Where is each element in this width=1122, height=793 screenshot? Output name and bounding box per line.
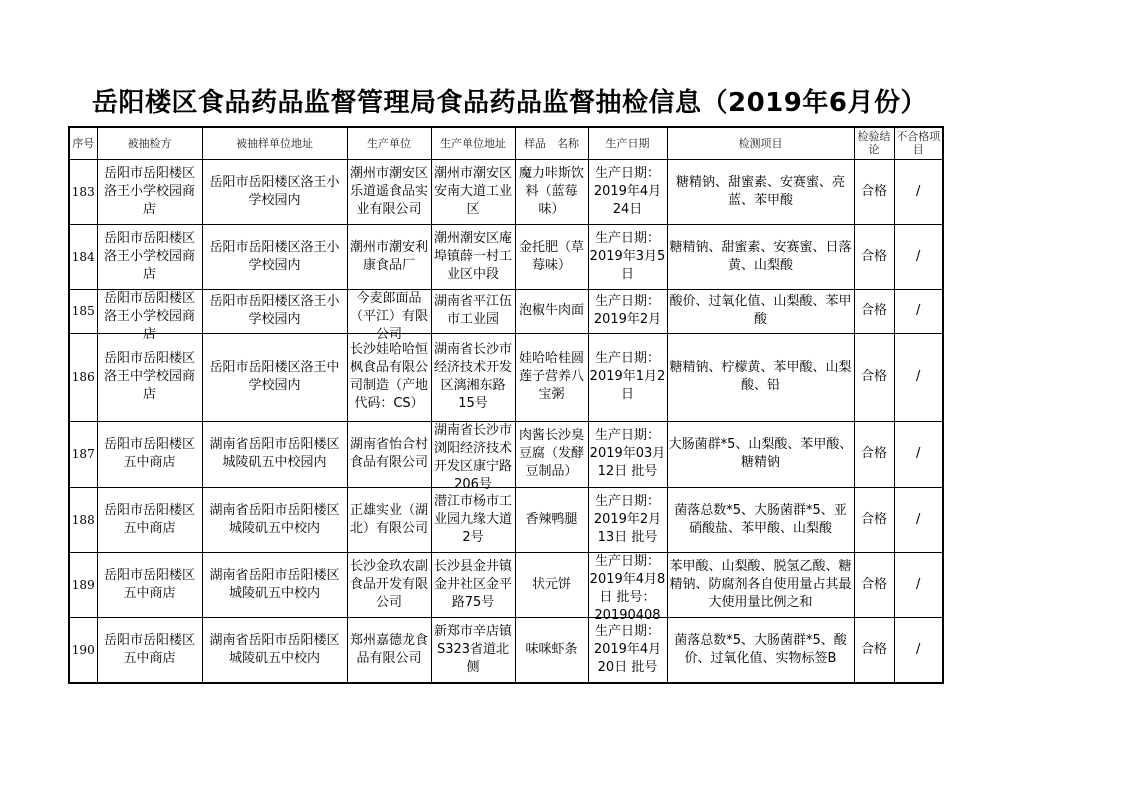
sample-name-text: 香辣鸭腿 xyxy=(525,511,578,527)
test-result xyxy=(854,159,894,224)
failed-items xyxy=(894,289,943,333)
inspected-party-text: 岳阳市岳阳楼区洛王中学校园商店 xyxy=(103,351,195,402)
inspected-party xyxy=(97,224,202,289)
header-no: 序号 xyxy=(69,127,97,159)
sample-name-text: 金托肥（草莓味） xyxy=(518,239,584,273)
failed-items xyxy=(894,421,943,487)
inspected-address-text: 岳阳市岳阳楼区洛王小学校园内 xyxy=(209,239,340,273)
failed-items xyxy=(894,333,943,421)
test-result-text: 合格 xyxy=(860,576,887,592)
sample-name-text: 肉酱长沙臭豆腐（发酵豆制品） xyxy=(518,428,584,479)
header-inspected: 被抽检方 xyxy=(97,127,202,159)
header-failed: 不合格项目 xyxy=(894,127,943,159)
table-row xyxy=(69,552,943,617)
inspected-address-text: 岳阳市岳阳楼区洛王中学校园内 xyxy=(209,360,340,393)
table-row xyxy=(69,159,943,224)
producer xyxy=(347,224,431,289)
test-result xyxy=(854,289,894,333)
production-date-text: 生产日期：2019年2月 xyxy=(593,294,662,327)
producer-address-text: 湖南省平江伍市工业园 xyxy=(433,294,512,327)
production-date-text: 生产日期：2019年03月12日 批号 xyxy=(589,428,666,479)
sample-name xyxy=(515,617,588,683)
inspected-party xyxy=(97,289,202,342)
inspected-address-text: 湖南省岳阳市岳阳楼区城陵矶五中校内 xyxy=(209,632,340,666)
production-date xyxy=(588,421,667,487)
test-result xyxy=(854,487,894,552)
producer-address-text: 新郑市辛店镇S323省道北侧 xyxy=(433,623,512,675)
producer xyxy=(347,333,431,421)
test-result xyxy=(854,617,894,683)
failed-items xyxy=(894,159,943,224)
producer-text: 潮州市潮安利康食品厂 xyxy=(349,239,428,273)
test-items-text: 糖精钠、柠檬黄、苯甲酸、山梨酸、铅 xyxy=(669,360,852,393)
producer xyxy=(347,487,431,552)
row-number-text: 186 xyxy=(71,370,95,384)
test-result-text: 合格 xyxy=(860,369,887,384)
table-header-row xyxy=(69,127,943,159)
producer-address xyxy=(431,552,515,617)
test-items xyxy=(667,224,854,289)
production-date xyxy=(588,159,667,224)
test-result xyxy=(854,421,894,487)
producer-address xyxy=(431,421,515,492)
header-date: 生产日期 xyxy=(588,127,667,159)
production-date-text: 生产日期：2019年4月20日 批号 xyxy=(593,623,662,675)
production-date-text: 生产日期：2019年4月8日 批号：20190408 xyxy=(589,554,666,623)
sample-name-text: 状元饼 xyxy=(531,576,571,592)
production-date-text: 生产日期：2019年3月5日 xyxy=(589,230,666,282)
sample-name xyxy=(515,421,588,487)
failed-items-text: / xyxy=(916,303,921,318)
sample-name-text: 味咪虾条 xyxy=(525,641,578,657)
sample-name xyxy=(515,224,588,289)
failed-items-text: / xyxy=(916,248,921,264)
row-number xyxy=(69,224,97,289)
producer-address xyxy=(431,289,515,333)
row-number-text: 188 xyxy=(71,512,95,527)
test-items-text: 菌落总数*5、大肠菌群*5、亚硝酸盐、苯甲酸、山梨酸 xyxy=(674,502,847,536)
test-result xyxy=(854,224,894,289)
inspected-party-text: 岳阳市岳阳楼区五中商店 xyxy=(103,502,195,536)
test-items-text: 大肠菌群*5、山梨酸、苯甲酸、糖精钠 xyxy=(668,437,853,470)
table-row xyxy=(69,421,943,487)
inspected-party xyxy=(97,421,202,487)
test-items-text: 糖精钠、甜蜜素、安赛蜜、日落黄、山梨酸 xyxy=(669,239,852,273)
inspected-address xyxy=(202,289,347,333)
producer-address xyxy=(431,159,515,224)
sample-name xyxy=(515,487,588,552)
page-title: 岳阳楼区食品药品监督管理局食品药品监督抽检信息（2019年6月份） xyxy=(92,88,927,118)
inspected-address-text: 湖南省岳阳市岳阳楼区城陵矶五中校园内 xyxy=(209,437,340,470)
production-date-text: 生产日期：2019年4月24日 xyxy=(593,165,662,217)
sample-name-text: 娃哈哈桂圆莲子营养八宝粥 xyxy=(518,351,584,402)
table-row xyxy=(69,487,943,552)
producer xyxy=(347,421,431,487)
failed-items xyxy=(894,224,943,289)
failed-items-text: / xyxy=(916,576,921,592)
producer-address-text: 潮州潮安区庵埠镇薛一村工业区中段 xyxy=(433,230,512,282)
sample-name-text: 泡椒牛肉面 xyxy=(518,303,584,318)
header-result: 检验结论 xyxy=(854,127,894,159)
inspected-address-text: 岳阳市岳阳楼区洛王小学校园内 xyxy=(209,174,340,208)
test-items xyxy=(667,487,854,552)
producer-text: 正雄实业（湖北）有限公司 xyxy=(349,502,428,536)
production-date xyxy=(588,333,667,421)
inspected-address xyxy=(202,487,347,552)
sample-name xyxy=(515,333,588,421)
failed-items xyxy=(894,552,943,617)
inspected-party xyxy=(97,552,202,617)
inspected-address xyxy=(202,159,347,224)
sample-name xyxy=(515,552,588,617)
header-items: 检测项目 xyxy=(667,127,854,159)
row-number xyxy=(69,487,97,552)
test-items xyxy=(667,617,854,683)
header-producer-address: 生产单位地址 xyxy=(431,127,515,159)
inspected-address xyxy=(202,617,347,683)
inspected-address xyxy=(202,333,347,421)
test-items xyxy=(667,421,854,487)
sample-name xyxy=(515,289,588,333)
row-number-text: 184 xyxy=(71,249,95,264)
test-result xyxy=(854,333,894,421)
test-items xyxy=(667,289,854,333)
production-date xyxy=(588,487,667,552)
producer-text: 潮州市潮安区乐道遥食品实业有限公司 xyxy=(349,165,428,217)
inspected-party xyxy=(97,333,202,421)
inspected-party-text: 岳阳市岳阳楼区五中商店 xyxy=(103,437,195,470)
row-number-text: 189 xyxy=(71,577,95,592)
inspected-party xyxy=(97,617,202,683)
header-sample: 样品 名称 xyxy=(515,127,588,159)
producer xyxy=(347,159,431,224)
test-result-text: 合格 xyxy=(860,183,887,199)
test-items-text: 苯甲酸、山梨酸、脱氢乙酸、糖精钠、防腐剂各自使用量占其最大使用量比例之和 xyxy=(669,558,852,610)
inspected-party xyxy=(97,159,202,224)
row-number xyxy=(69,333,97,421)
producer-address-text: 潮州市潮安区安南大道工业区 xyxy=(433,165,512,217)
table-row xyxy=(69,333,943,421)
producer-address xyxy=(431,487,515,552)
producer-text: 郑州嘉德龙食品有限公司 xyxy=(349,632,428,666)
inspected-party xyxy=(97,487,202,552)
production-date xyxy=(588,289,667,333)
test-result-text: 合格 xyxy=(860,248,887,264)
test-result-text: 合格 xyxy=(860,446,887,461)
inspected-address-text: 岳阳市岳阳楼区洛王小学校园内 xyxy=(209,294,340,327)
test-items-text: 菌落总数*5、大肠菌群*5、酸价、过氧化值、实物标签B xyxy=(674,632,847,666)
sample-name xyxy=(515,159,588,224)
row-number xyxy=(69,421,97,487)
failed-items-text: / xyxy=(916,641,921,657)
production-date-text: 生产日期：2019年1月2日 xyxy=(589,351,666,402)
test-result-text: 合格 xyxy=(860,303,887,318)
inspected-address xyxy=(202,552,347,617)
inspected-party-text: 岳阳市岳阳楼区洛王小学校园商店 xyxy=(103,291,195,342)
header-address: 被抽样单位地址 xyxy=(202,127,347,159)
producer-address-text: 潜江市杨市工业园九缘大道2号 xyxy=(433,493,512,545)
producer-address xyxy=(431,333,515,421)
producer-address xyxy=(431,224,515,289)
production-date xyxy=(588,617,667,683)
test-items xyxy=(667,333,854,421)
test-result-text: 合格 xyxy=(860,641,887,657)
producer xyxy=(347,289,431,342)
inspected-address-text: 湖南省岳阳市岳阳楼区城陵矶五中校内 xyxy=(209,567,340,601)
test-items-text: 酸价、过氧化值、山梨酸、苯甲酸 xyxy=(669,294,852,327)
producer-address-text: 长沙县金井镇金井社区金平路75号 xyxy=(433,558,512,610)
inspection-table xyxy=(68,126,944,684)
inspected-party-text: 岳阳市岳阳楼区洛王小学校园商店 xyxy=(103,165,195,217)
table-row xyxy=(69,617,943,683)
table-row xyxy=(69,224,943,289)
inspected-party-text: 岳阳市岳阳楼区五中商店 xyxy=(103,632,195,666)
producer-text: 今麦郎面品（平江）有限公司 xyxy=(349,291,428,342)
producer-address-text: 湖南省长沙市浏阳经济技术开发区康宁路206号 xyxy=(433,423,512,492)
table-row xyxy=(69,289,943,333)
test-items xyxy=(667,159,854,224)
inspected-party-text: 岳阳市岳阳楼区五中商店 xyxy=(103,567,195,601)
failed-items-text: / xyxy=(916,511,921,527)
inspected-address xyxy=(202,224,347,289)
producer-text: 长沙金玖农副食品开发有限公司 xyxy=(349,558,428,610)
row-number xyxy=(69,289,97,333)
test-items xyxy=(667,552,854,617)
inspected-address xyxy=(202,421,347,487)
failed-items-text: / xyxy=(916,369,921,384)
test-items-text: 糖精钠、甜蜜素、安赛蜜、亮蓝、苯甲酸 xyxy=(675,174,845,208)
producer-text: 长沙娃哈哈恒枫食品有限公司制造（产地代码：CS） xyxy=(349,342,428,411)
row-number-text: 190 xyxy=(71,642,95,657)
row-number xyxy=(69,159,97,224)
sample-name-text: 魔力咔斯饮料（蓝莓味） xyxy=(518,165,584,217)
row-number-text: 185 xyxy=(71,304,95,318)
test-result-text: 合格 xyxy=(860,511,887,527)
inspected-party-text: 岳阳市岳阳楼区洛王小学校园商店 xyxy=(103,230,195,282)
failed-items xyxy=(894,617,943,683)
failed-items-text: / xyxy=(916,446,921,461)
producer-address xyxy=(431,617,515,683)
producer xyxy=(347,552,431,617)
header-producer: 生产单位 xyxy=(347,127,431,159)
row-number xyxy=(69,552,97,617)
inspected-address-text: 湖南省岳阳市岳阳楼区城陵矶五中校内 xyxy=(209,502,340,536)
production-date xyxy=(588,224,667,289)
producer xyxy=(347,617,431,683)
row-number-text: 187 xyxy=(71,447,95,461)
row-number xyxy=(69,617,97,683)
row-number-text: 183 xyxy=(71,184,95,199)
producer-address-text: 湖南省长沙市经济技术开发区漓湘东路15号 xyxy=(433,342,512,411)
producer-text: 湖南省怡合村食品有限公司 xyxy=(349,437,428,470)
failed-items xyxy=(894,487,943,552)
test-result xyxy=(854,552,894,617)
failed-items-text: / xyxy=(916,183,921,199)
production-date-text: 生产日期：2019年2月13日 批号 xyxy=(593,493,662,545)
production-date xyxy=(588,552,667,623)
